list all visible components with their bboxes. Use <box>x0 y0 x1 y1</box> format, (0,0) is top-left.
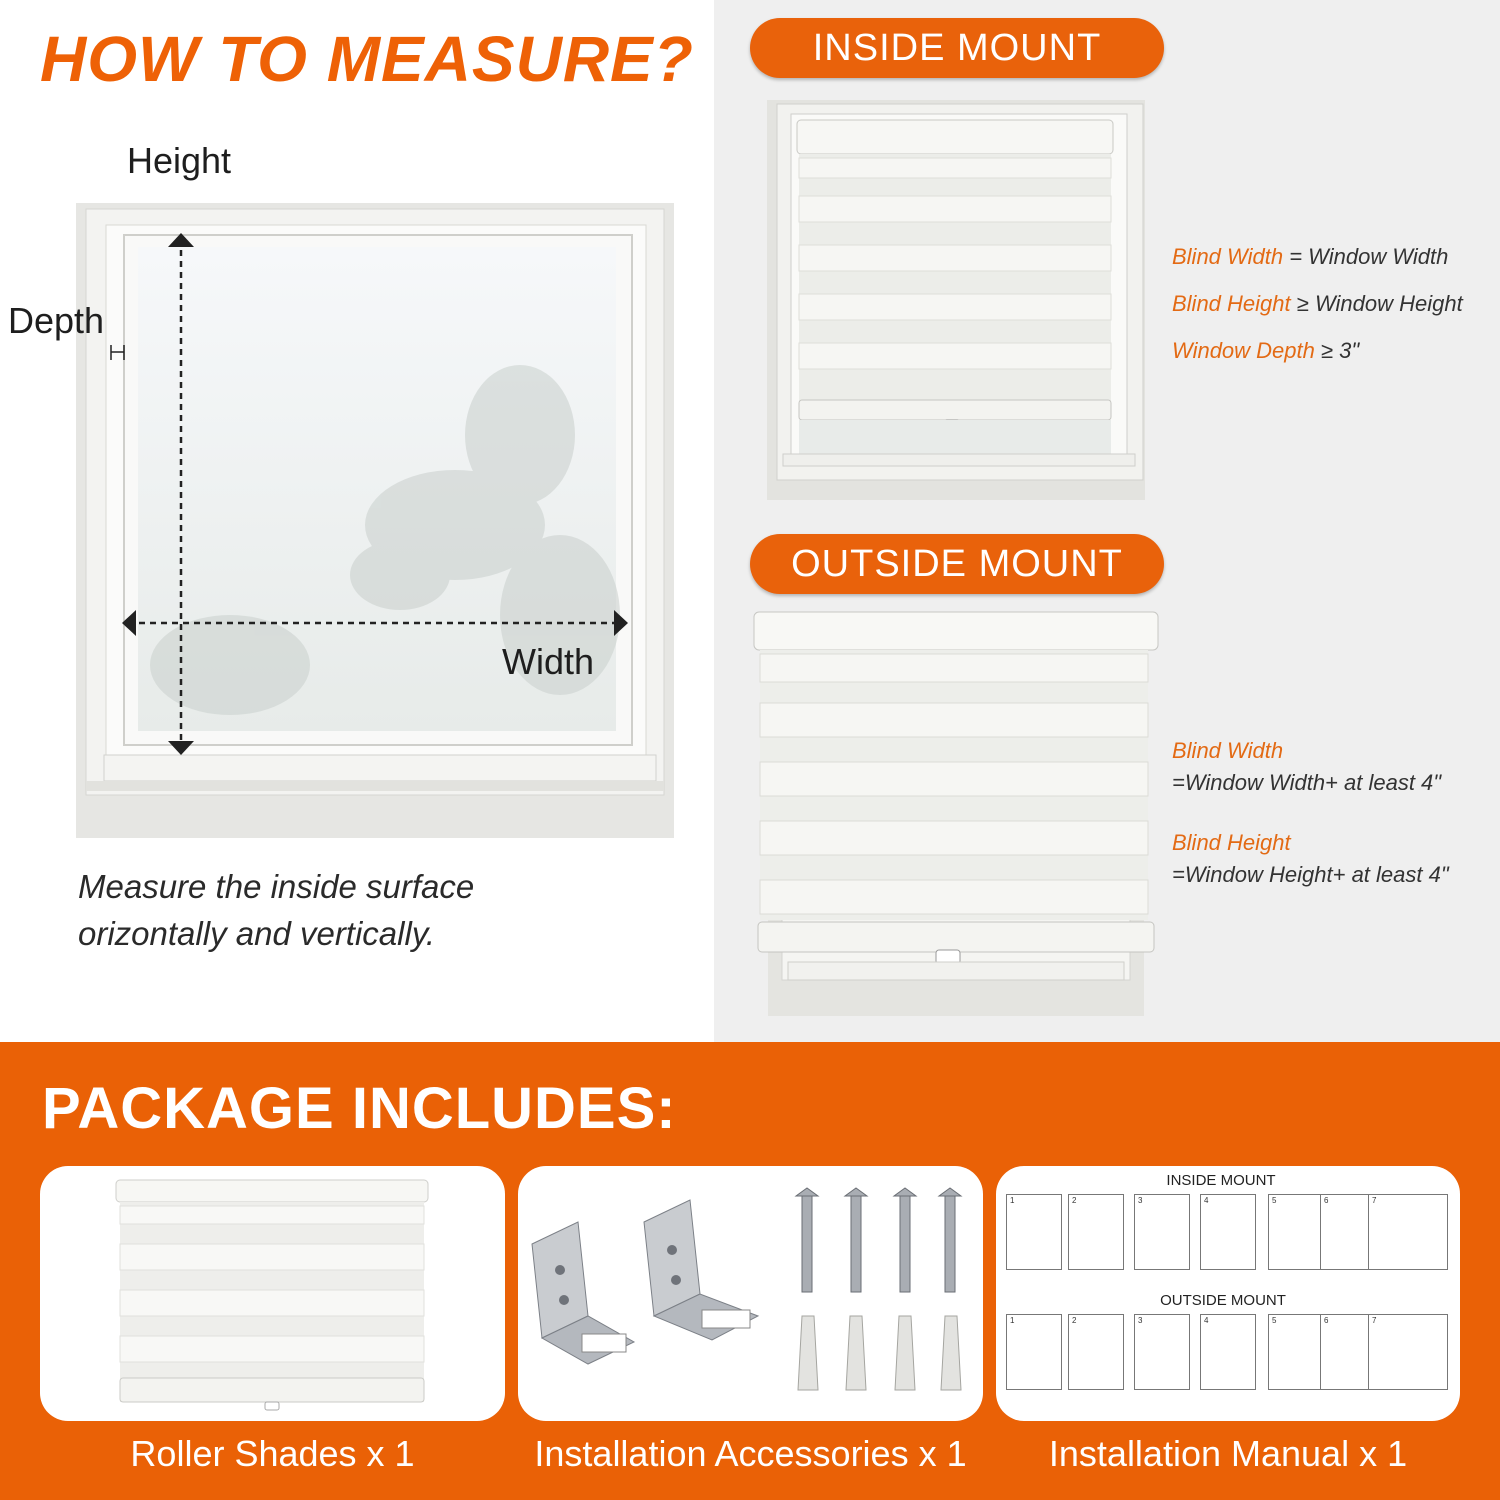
manual-card <box>996 1166 1460 1421</box>
spec-term: Blind Width <box>1172 244 1284 269</box>
manual-step: 4 <box>1200 1194 1256 1270</box>
manual-caption: Installation Manual x 1 <box>1048 1433 1408 1474</box>
manual-step: 2 <box>1068 1314 1124 1390</box>
inside-mount-blind-illustration <box>767 100 1145 500</box>
spec-value: =Window Width+ at least 4" <box>1172 769 1442 795</box>
accessories-image <box>518 1166 983 1421</box>
measure-caption-line-2: orizontally and vertically. <box>78 914 436 952</box>
manual-step: 5 <box>1268 1314 1324 1390</box>
spec-value: = Window Width <box>1283 244 1449 269</box>
width-label: Width <box>502 641 595 682</box>
inside-mount-badge: INSIDE MOUNT <box>750 18 1164 78</box>
package-title: PACKAGE INCLUDES: <box>42 1076 677 1141</box>
window-measure-illustration <box>0 195 700 855</box>
spec-value: ≥ 3" <box>1314 338 1360 363</box>
spec-term: Blind Height <box>1172 291 1291 316</box>
roller-shade-card <box>40 1166 505 1421</box>
manual-inside-steps <box>1006 1194 1452 1284</box>
accessories-card <box>518 1166 983 1421</box>
page-title: HOW TO MEASURE? <box>40 23 694 95</box>
inside-mount-spec-height <box>1172 289 1463 319</box>
manual-step: 1 <box>1006 1194 1062 1270</box>
manual-inside-heading: INSIDE MOUNT <box>1166 1172 1276 1189</box>
spec-term: Window Depth <box>1172 338 1315 363</box>
spec-value: =Window Height+ at least 4" <box>1172 861 1449 887</box>
manual-step: 3 <box>1134 1314 1190 1390</box>
manual-step: 7 <box>1368 1314 1448 1390</box>
roller-shade-caption: Roller Shades x 1 <box>130 1433 415 1474</box>
inside-mount-spec-depth <box>1172 336 1359 366</box>
inside-mount-spec-width <box>1172 242 1448 272</box>
outside-mount-blind-illustration <box>752 610 1162 1018</box>
bracket-1 <box>532 1222 634 1364</box>
manual-step: 3 <box>1134 1194 1190 1270</box>
manual-step: 4 <box>1200 1314 1256 1390</box>
manual-outside-heading: OUTSIDE MOUNT <box>1160 1292 1286 1309</box>
depth-label: Depth <box>8 300 105 341</box>
outside-mount-spec-width <box>1172 736 1441 797</box>
accessories-caption: Installation Accessories x 1 <box>534 1433 967 1474</box>
manual-step: 2 <box>1068 1194 1124 1270</box>
outside-mount-spec-height <box>1172 828 1449 889</box>
manual-step: 6 <box>1320 1314 1376 1390</box>
manual-step: 1 <box>1006 1314 1062 1390</box>
manual-outside-steps <box>1006 1314 1452 1404</box>
spec-term: Blind Width <box>1172 738 1284 763</box>
spec-term: Blind Height <box>1172 830 1291 855</box>
measure-caption-line-1: Measure the inside surface <box>78 868 475 905</box>
roller-shade-image <box>40 1166 505 1421</box>
manual-step: 5 <box>1268 1194 1324 1270</box>
manual-step: 7 <box>1368 1194 1448 1270</box>
manual-step: 6 <box>1320 1194 1376 1270</box>
spec-value: ≥ Window Height <box>1290 291 1463 316</box>
outside-mount-badge: OUTSIDE MOUNT <box>750 534 1164 594</box>
bracket-2 <box>644 1200 758 1340</box>
measure-caption <box>78 864 474 958</box>
height-label: Height <box>127 140 232 181</box>
